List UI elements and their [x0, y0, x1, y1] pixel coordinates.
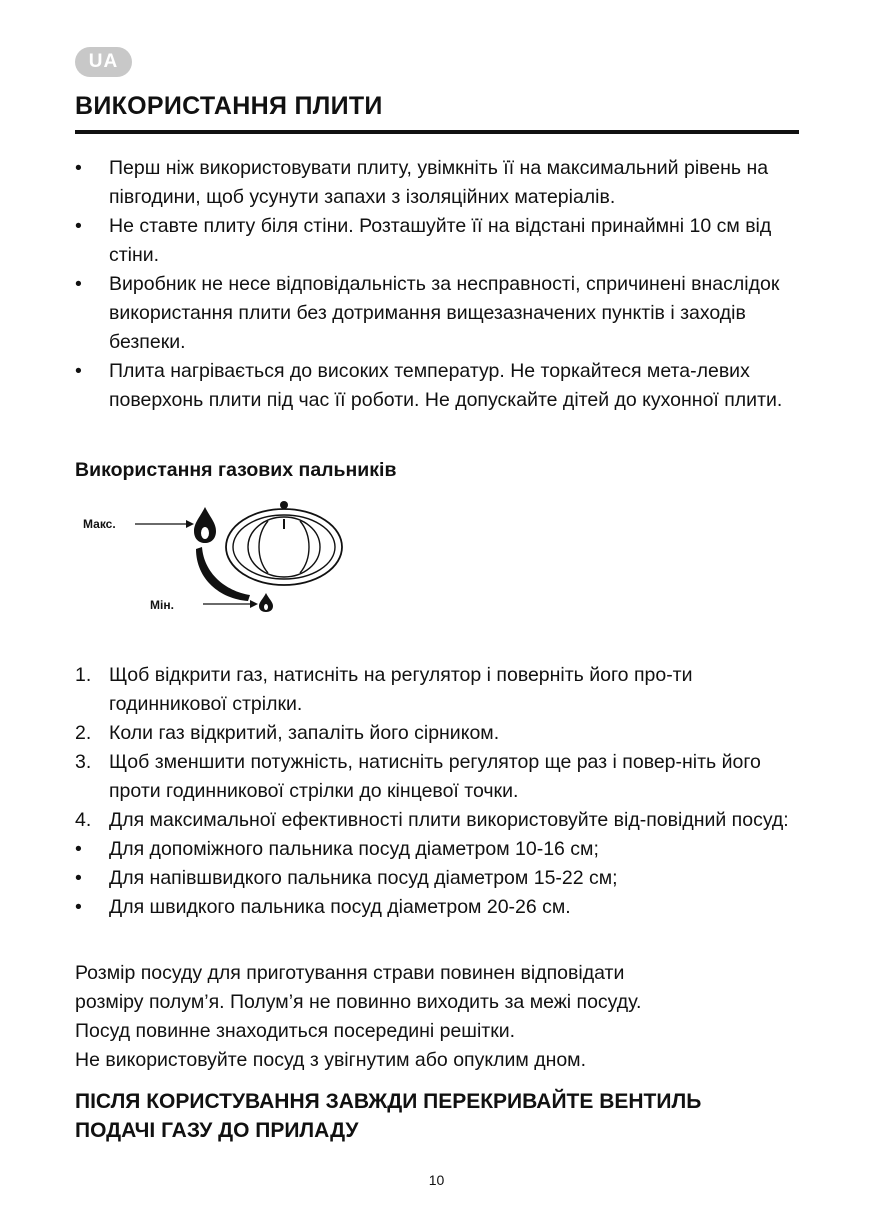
list-item: • Для швидкого пальника посуд діаметром 20-26 см.	[75, 896, 571, 918]
list-item: 1. Щоб відкрити газ, натисніть на регулятор і поверніть його про-ти годинникової стрілки.	[75, 664, 693, 715]
language-badge: UA	[75, 47, 132, 77]
intro-bullet-list	[75, 154, 799, 415]
list-item: 4. Для максимальної ефективності плити використовуйте від-повідний посуд:	[75, 809, 789, 831]
small-flame-icon	[259, 593, 273, 612]
paragraph-line: Посуд повинне знаходиться посередині решітки.	[75, 1020, 516, 1042]
min-pointer-line	[203, 600, 258, 608]
warning-line: ПІСЛЯ КОРИСТУВАННЯ ЗАВЖДИ ПЕРЕКРИВАЙТЕ ВЕНТИЛЬ	[75, 1090, 702, 1113]
list-item: 3. Щоб зменшити потужність, натисніть регулятор ще раз і повер-ніть його проти годинникової стрілки до кінцевої точки.	[75, 751, 761, 802]
instructions-list	[75, 661, 799, 922]
list-item: • Для напівшвидкого пальника посуд діаметром 15-22 см;	[75, 867, 618, 889]
paragraph-line: Не використовуйте посуд з увігнутим або опуклим дном.	[75, 1049, 587, 1071]
paragraph-line: Розмір посуду для приготування страви повинен відповідати	[75, 962, 625, 984]
page-number: 10	[428, 1172, 445, 1188]
cookware-paragraph	[75, 959, 799, 1075]
burner-knob-diagram	[70, 495, 390, 625]
warning-line: ПОДАЧІ ГАЗУ ДО ПРИЛАДУ	[75, 1119, 359, 1142]
final-warning	[75, 1087, 799, 1145]
max-pointer-line	[135, 520, 194, 528]
list-item: • Не ставте плиту біля стіни. Розташуйте її на відстані принаймні 10 см від стіни.	[75, 215, 772, 266]
list-item: • Перш ніж використовувати плиту, увімкніть її на максимальний рівень на півгодини, щоб усунути запахи з ізоляційних матеріалів.	[75, 157, 769, 208]
paragraph-line: розміру полум’я. Полум’я не повинно виходить за межі посуду.	[75, 991, 642, 1013]
section-subheading: Використання газових пальників	[75, 459, 397, 481]
title-divider	[75, 130, 799, 134]
max-label: Макс.	[83, 517, 116, 531]
burner-knob-icon	[226, 501, 342, 585]
page-title: ВИКОРИСТАННЯ ПЛИТИ	[75, 92, 383, 120]
large-flame-icon	[194, 507, 216, 543]
list-item: • Виробник не несе відповідальність за несправності, спричинені внаслідок використання плити без дотримання вищезазначених пунктів і заходів безпеки.	[75, 273, 780, 353]
list-item: • Плита нагрівається до високих температур. Не торкайтеся мета-левих поверхонь плити під час її роботи. Не допускайте дітей до кухонної плити.	[75, 360, 783, 411]
list-item: 2. Коли газ відкритий, запаліть його сірником.	[75, 722, 500, 744]
min-label: Мін.	[150, 598, 174, 612]
list-item: • Для допоміжного пальника посуд діаметром 10-16 см;	[75, 838, 599, 860]
